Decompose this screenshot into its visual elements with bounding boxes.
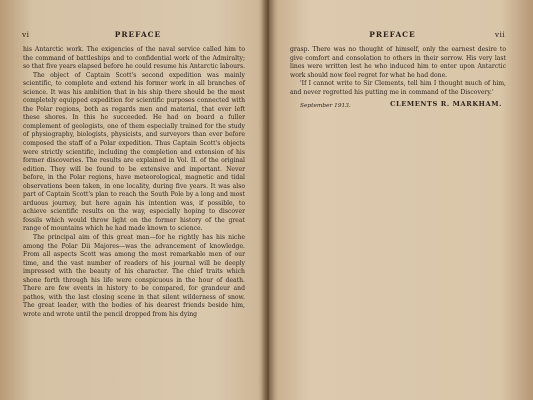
right-paragraph-1: grasp. There was no thought of himself, only the earnest desire to give comfort and consolation to others in their sorrow. His very last lines were written lest he who induced him to enter upon Antarctic work should now feel regret for what he had done. [290, 46, 506, 79]
left-page [0, 0, 266, 400]
right-page-number: vii [494, 30, 505, 39]
right-page-body [290, 46, 506, 112]
right-paragraph-2: 'If I cannot write to Sir Clements, tell him I thought much of him, and never regretted his putting me in command of the Discovery.' [290, 80, 506, 96]
right-running-head: PREFACE [369, 30, 416, 39]
left-page-number: vi [22, 30, 30, 39]
preface-date: September 1913. [300, 103, 351, 110]
left-paragraph-1: his Antarctic work. The exigencies of the naval service called him to the command of battleships and to confidential work of the Admiralty; so that five years elapsed before he could resume his Antarctic labours. [23, 46, 246, 71]
left-paragraph-2: The object of Captain Scott's second expedition was mainly scientific, to complete and extend his former work in all branches of science. It was his ambition that in his ship there should be the most completely equipped expedition for scientific purposes connected with the Polar regions, both as regards men and material, that ever left these shores. In this he succeeded. He had on board a fuller complement of geologists, one of them especially trained for the study of physiography, biologists, physicists, and surveyors than ever before composed the staff of a Polar expedition. Thus Captain Scott's objects were strictly scientific, including the completion and extension of his former discoveries. The results are explained in Vol. II. of the original edition. They will be found to be extensive and important. Never before, in the Polar regions, have meteorological, magnetic and tidal observations been taken, in one locality, during five years. It was also part of Captain Scott's plan to reach the South Pole by a long and most arduous journey, but here again his intention was, if possible, to achieve scientific results on the way, especially hoping to discover fossils which would throw light on the former history of the great range of mountains which he had made known to science. [23, 71, 245, 233]
right-page [268, 0, 533, 400]
left-paragraph-3: The principal aim of this great man—for he rightly has his niche among the Polar Dii Majores—was the advancement of knowledge. From all aspects Scott was among the most remarkable men of our time, and the vast number of readers of his journal will be deeply impressed with the beauty of his character. The chief traits which shone forth through his life were conspicuous in the hour of death. There are few events in history to be compared, for grandeur and pathos, with the last closing scene in that silent wilderness of snow. The great leader, with the bodies of his dearest friends beside him, wrote and wrote until the pencil dropped from his dying [23, 234, 245, 318]
signature-block [290, 100, 506, 112]
left-page-header [0, 30, 266, 42]
left-page-body [23, 46, 245, 320]
left-running-head: PREFACE [114, 30, 162, 39]
right-page-header [268, 30, 533, 42]
author-signature: CLEMENTS R. MARKHAM. [390, 100, 502, 109]
